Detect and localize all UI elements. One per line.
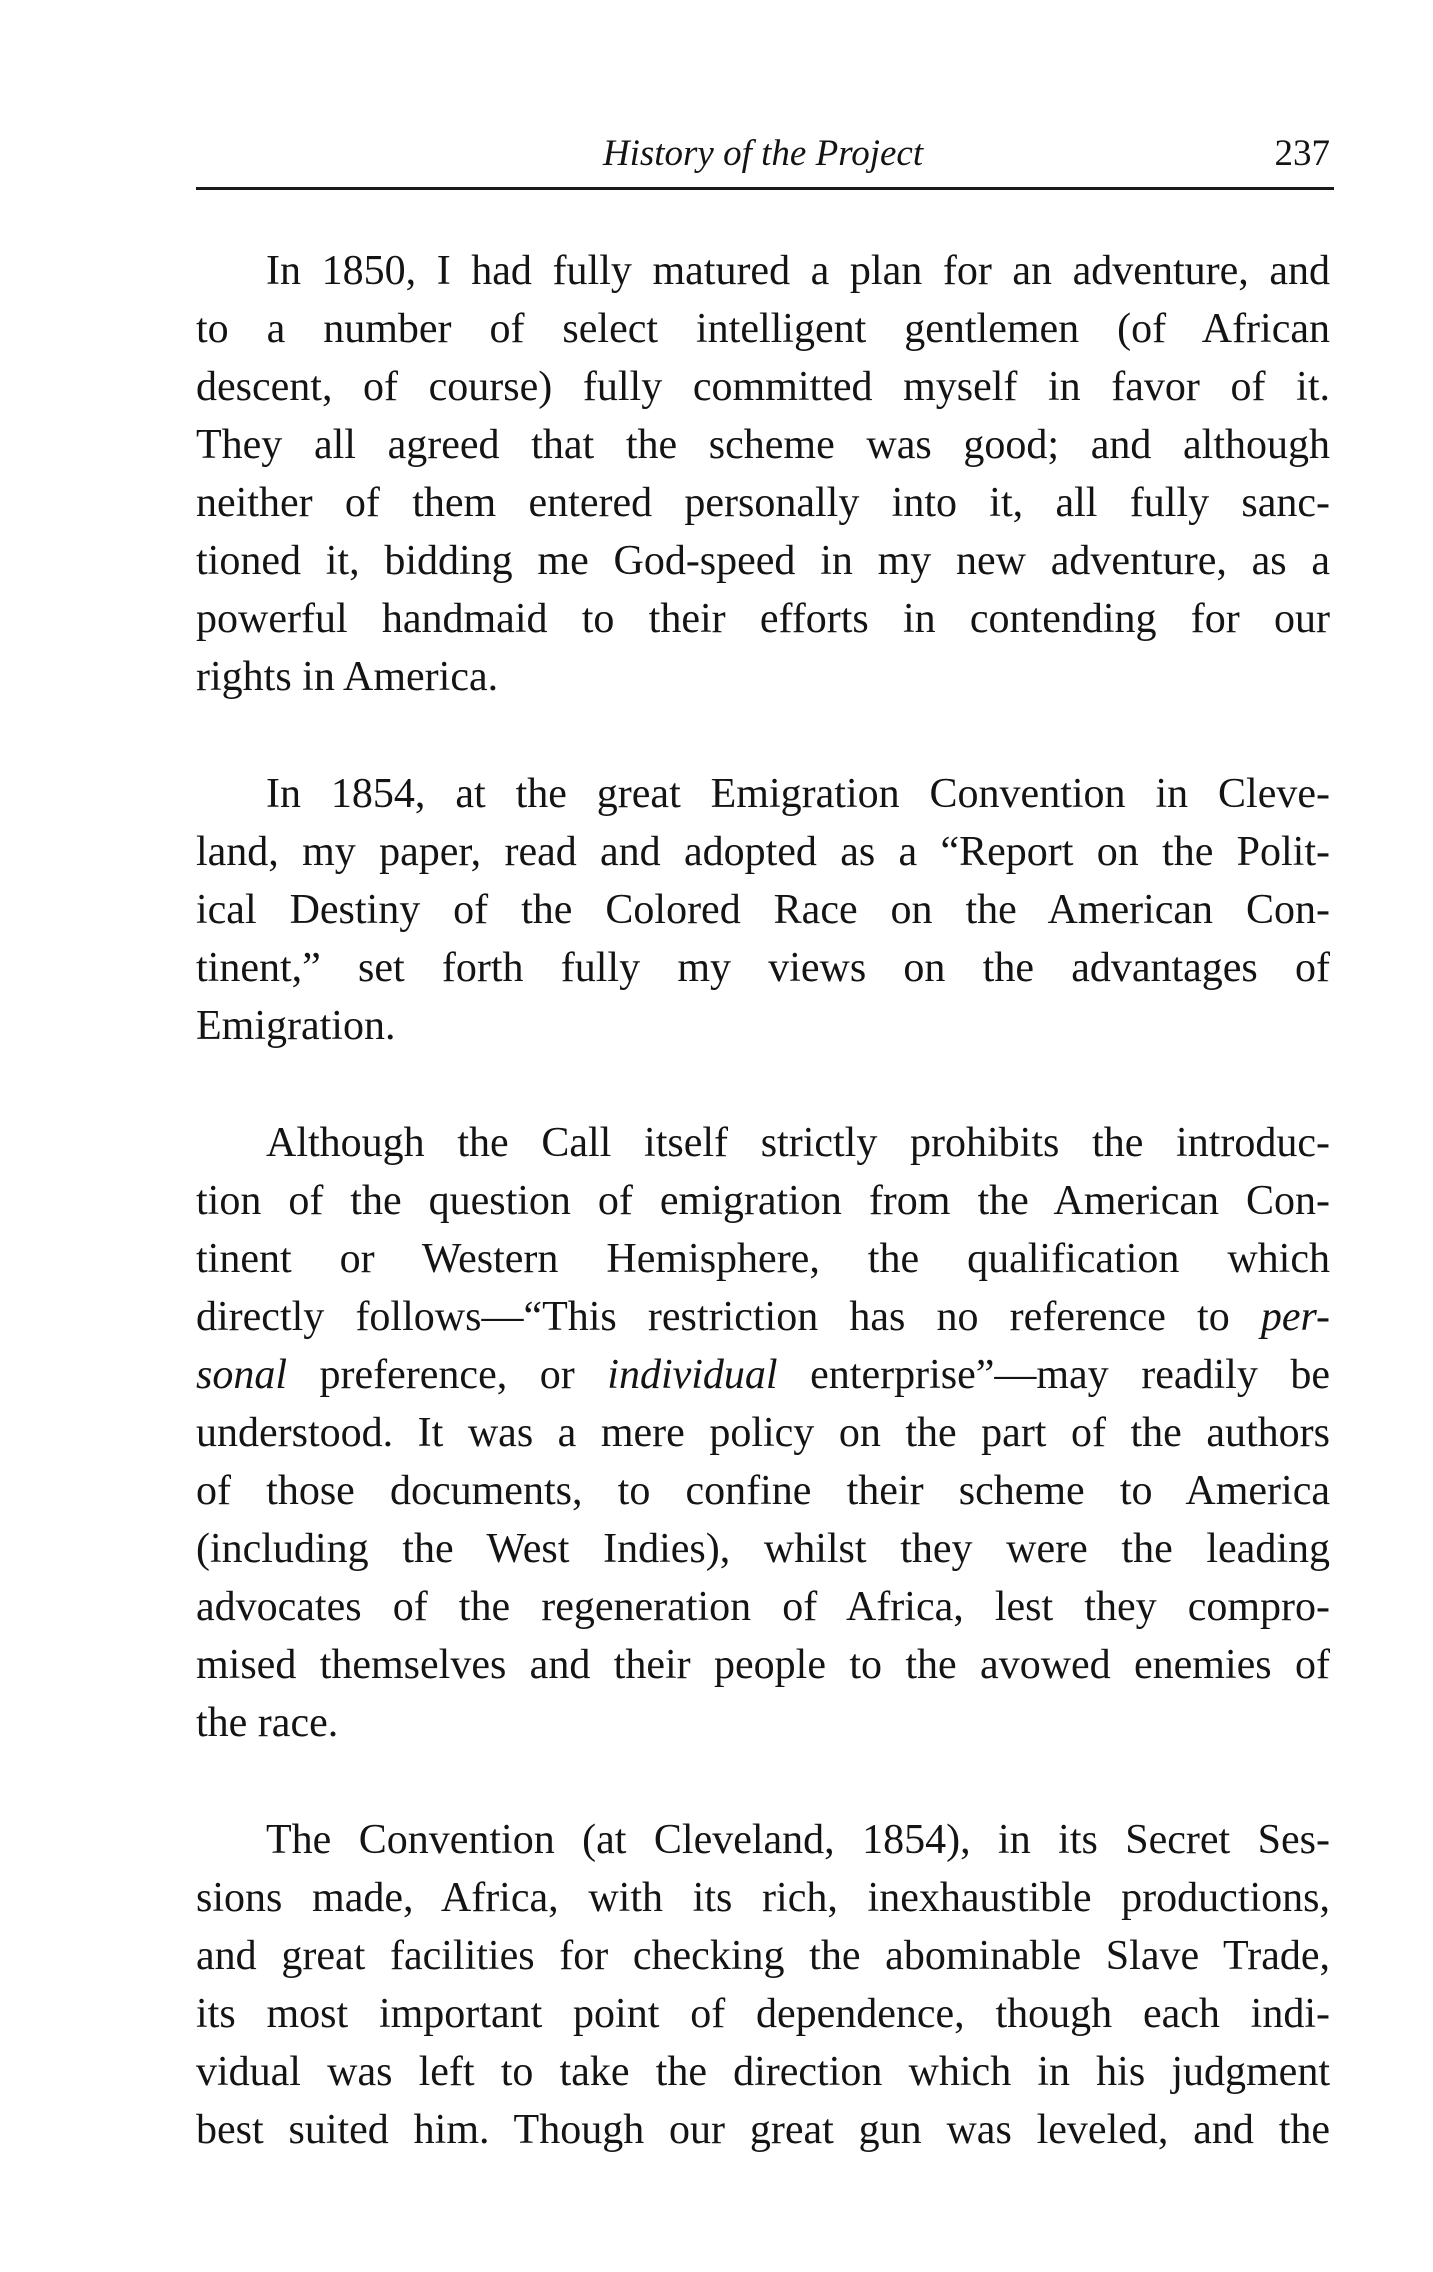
text-line: understood. It was a mere policy on the part of the authors [196, 1410, 1330, 1456]
text-line: Emigration. [196, 1003, 396, 1049]
text-line: In 1854, at the great Emigration Convention in Cleve- [266, 771, 1330, 817]
italic-run: individual [607, 1352, 778, 1398]
text-line: tioned it, bidding me God-speed in my new adventure, as a [196, 538, 1330, 584]
running-header [196, 128, 1330, 180]
text-line: to a number of select intelligent gentlemen (of African [196, 306, 1330, 352]
text-line [196, 1288, 1330, 1346]
text-line: In 1850, I had fully matured a plan for an adventure, and [266, 248, 1330, 294]
page-number: 237 [1274, 133, 1330, 174]
paragraph-2 [196, 765, 1330, 1055]
text-line: advocates of the regeneration of Africa, lest they compro- [196, 1584, 1330, 1630]
text-line: Although the Call itself strictly prohibits the introduc- [266, 1120, 1330, 1166]
italic-run: sonal [196, 1352, 288, 1398]
text-line: land, my paper, read and adopted as a “Report on the Polit- [196, 829, 1330, 875]
paragraph-3 [196, 1114, 1330, 1752]
text-line: descent, of course) fully committed myself in favor of it. [196, 364, 1330, 410]
text-line: best suited him. Though our great gun was leveled, and the [196, 2107, 1330, 2153]
text-line: and great facilities for checking the abominable Slave Trade, [196, 1933, 1330, 1979]
text-run: enterprise”—may readily be [777, 1352, 1330, 1398]
text-line: tion of the question of emigration from the American Con- [196, 1178, 1330, 1224]
italic-run: per- [1260, 1294, 1330, 1340]
paragraph-1 [196, 242, 1330, 706]
text-line: tinent or Western Hemisphere, the qualification which [196, 1236, 1330, 1282]
text-line: neither of them entered personally into it, all fully sanc- [196, 480, 1330, 526]
text-line: powerful handmaid to their efforts in contending for our [196, 596, 1330, 642]
text-line: vidual was left to take the direction which in his judgment [196, 2049, 1330, 2095]
text-line: (including the West Indies), whilst they were the leading [196, 1526, 1330, 1572]
text-run: preference, or [287, 1352, 608, 1398]
text-line: its most important point of dependence, though each indi- [196, 1991, 1330, 2037]
text-line: rights in America. [196, 654, 499, 700]
text-line: the race. [196, 1700, 339, 1746]
text-line [196, 1346, 1330, 1404]
text-line: of those documents, to confine their scheme to America [196, 1468, 1330, 1514]
paragraph-4 [196, 1811, 1330, 2159]
header-rule [196, 187, 1334, 190]
body-text [196, 242, 1330, 2159]
text-line: The Convention (at Cleveland, 1854), in its Secret Ses- [266, 1817, 1330, 1863]
text-line: sions made, Africa, with its rich, inexhaustible productions, [196, 1875, 1330, 1921]
text-line: ical Destiny of the Colored Race on the American Con- [196, 887, 1330, 933]
text-run: directly follows—“This restriction has no reference to [196, 1294, 1261, 1340]
text-line: They all agreed that the scheme was good; and although [196, 422, 1330, 468]
running-title: History of the Project [602, 133, 924, 174]
text-line: tinent,” set forth fully my views on the advantages of [196, 945, 1330, 991]
text-line: mised themselves and their people to the avowed enemies of [196, 1642, 1330, 1688]
